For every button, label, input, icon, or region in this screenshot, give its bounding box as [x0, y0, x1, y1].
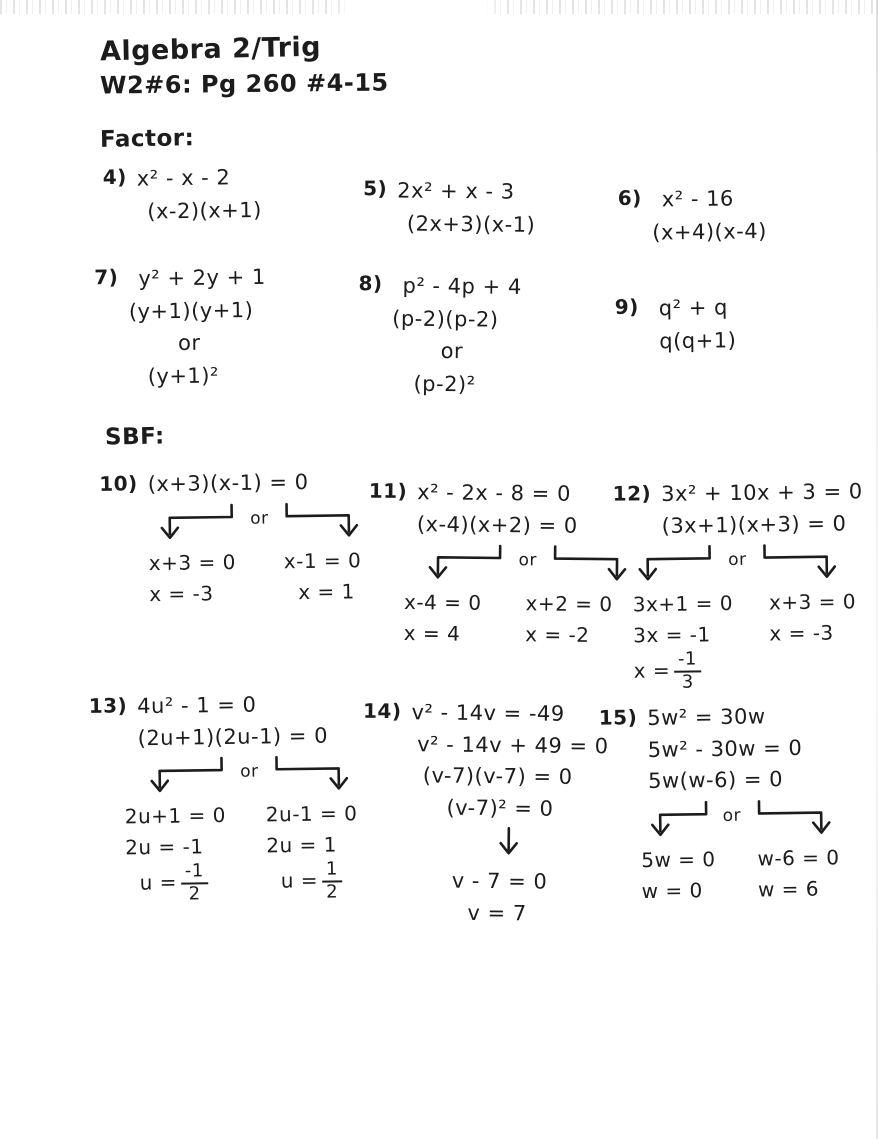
factored-form: (p-2)(p-2): [392, 306, 499, 332]
problem-10: [99, 466, 364, 610]
equation: 5w² = 30w: [647, 704, 766, 730]
scan-noise-top: [0, 0, 880, 14]
header-course-title: Algebra 2/Trig: [99, 31, 322, 68]
standard-form: v² - 14v + 49 = 0: [417, 731, 609, 758]
problem-number: 15): [598, 705, 638, 730]
right-root: w = 6: [757, 876, 820, 901]
problem-15: [599, 700, 841, 907]
section-label-sbf: SBF:: [104, 423, 165, 451]
branch-arrow-left-icon: [424, 543, 510, 586]
left-root-equation: 5w = 0: [641, 846, 716, 872]
branch-arrow-left-icon: [146, 756, 233, 799]
problem-number: 14): [362, 698, 402, 724]
down-arrow-icon: [498, 826, 520, 860]
standard-form: 5w² - 30w = 0: [647, 735, 803, 762]
factored-form: (y+1)(y+1): [128, 297, 254, 324]
header-assignment: W2#6: Pg 260 #4-15: [99, 68, 389, 100]
left-root-fraction: x = $\frac{-1}{3}$: [633, 650, 734, 693]
expression: y² + 2y + 1: [138, 264, 266, 291]
equation: x² - 2x - 8 = 0: [417, 480, 572, 506]
problem-number: 10): [99, 471, 138, 496]
factored-form: (x-2)(x+1): [147, 197, 262, 224]
or-word: or: [440, 339, 464, 364]
squared-form: (y+1)²: [147, 363, 220, 389]
right-root: x = -3: [769, 620, 834, 646]
root: v = 7: [467, 900, 527, 925]
squared-form: (p-2)²: [413, 371, 476, 397]
problem-4: [103, 161, 262, 228]
problem-5: [363, 174, 536, 241]
right-step: 2u = 1: [266, 832, 338, 858]
problem-number: 6): [617, 185, 642, 211]
left-root-fraction: u = $\frac{-1}{2}$: [139, 862, 227, 905]
equation: v² - 14v = -49: [411, 700, 565, 726]
or-word: or: [727, 549, 747, 571]
equation: (x+3)(x-1) = 0: [147, 469, 309, 497]
problem-13: [89, 688, 359, 905]
or-word: or: [177, 330, 201, 356]
branch-arrow-right-icon: [266, 754, 353, 797]
left-root-equation: 3x+1 = 0: [632, 590, 734, 617]
left-root: x = 4: [403, 621, 461, 646]
right-root-equation: x+2 = 0: [525, 591, 613, 617]
problem-number: 4): [102, 164, 127, 190]
equation: 3x² + 10x + 3 = 0: [661, 479, 863, 506]
problem-number: 7): [94, 264, 119, 290]
left-root: x = -3: [149, 580, 214, 606]
branch-arrow-right-icon: [754, 542, 841, 585]
equation: 4u² - 1 = 0: [137, 692, 257, 719]
problem-number: 12): [612, 481, 652, 506]
branch-arrow-right-icon: [276, 501, 363, 544]
left-root-equation: 2u+1 = 0: [124, 802, 226, 829]
branch-arrow-left-icon: [648, 800, 715, 843]
problem-6: [618, 182, 767, 249]
right-root-equation: w-6 = 0: [757, 844, 840, 870]
problem-9: [615, 291, 737, 358]
problem-11: [367, 477, 632, 652]
right-root: x = 1: [298, 578, 355, 604]
right-root-equation: x-1 = 0: [283, 547, 362, 573]
factored-equation: (x-4)(x+2) = 0: [416, 511, 578, 538]
expression: q² + q: [658, 295, 729, 321]
or-word: or: [518, 550, 538, 571]
factored-equation: 5w(w-6) = 0: [647, 767, 784, 793]
problem-12: [597, 476, 866, 693]
expression: x² - x - 2: [136, 165, 231, 191]
branch-arrow-right-icon: [749, 798, 836, 841]
problem-number: 5): [363, 176, 388, 201]
or-word: or: [722, 805, 742, 826]
root-equation: v - 7 = 0: [451, 868, 548, 894]
branch-arrow-left-icon: [634, 544, 721, 587]
right-root-equation: x+3 = 0: [768, 589, 857, 615]
scan-edge-right: [876, 0, 878, 1139]
expression: p² - 4p + 4: [402, 273, 522, 299]
right-root-equation: 2u-1 = 0: [265, 801, 358, 827]
problem-number: 11): [368, 478, 408, 504]
left-root-equation: x-4 = 0: [403, 590, 482, 615]
problem-number: 9): [614, 294, 639, 319]
left-root: w = 0: [641, 877, 703, 903]
right-root-fraction: u = $\frac{1}{2}$: [280, 860, 358, 903]
factored-form: q(q+1): [659, 327, 737, 353]
branch-arrow-left-icon: [156, 502, 243, 545]
problem-number: 8): [358, 271, 383, 296]
squared-equation: (v-7)² = 0: [446, 795, 554, 821]
factored-form: (2x+3)(x-1): [406, 211, 536, 237]
factored-equation: (2u+1)(2u-1) = 0: [137, 723, 329, 750]
problem-7: [94, 261, 267, 394]
left-step: 3x = -1: [633, 622, 711, 648]
expression: 2x² + x - 3: [397, 178, 515, 204]
or-word: or: [239, 761, 259, 782]
factored-form: (x+4)(x-4): [652, 218, 767, 245]
problem-14: [361, 697, 609, 931]
left-root-equation: x+3 = 0: [148, 549, 236, 575]
left-step: 2u = -1: [125, 834, 204, 860]
right-root: x = -2: [525, 622, 590, 647]
factored-equation: (v-7)(v-7) = 0: [422, 763, 573, 789]
section-label-factor: Factor:: [99, 125, 195, 153]
problem-8: [357, 269, 522, 401]
factored-equation: (3x+1)(x+3) = 0: [661, 510, 847, 538]
or-word: or: [250, 507, 269, 529]
problem-number: 13): [88, 693, 128, 718]
expression: x² - 16: [661, 186, 734, 212]
